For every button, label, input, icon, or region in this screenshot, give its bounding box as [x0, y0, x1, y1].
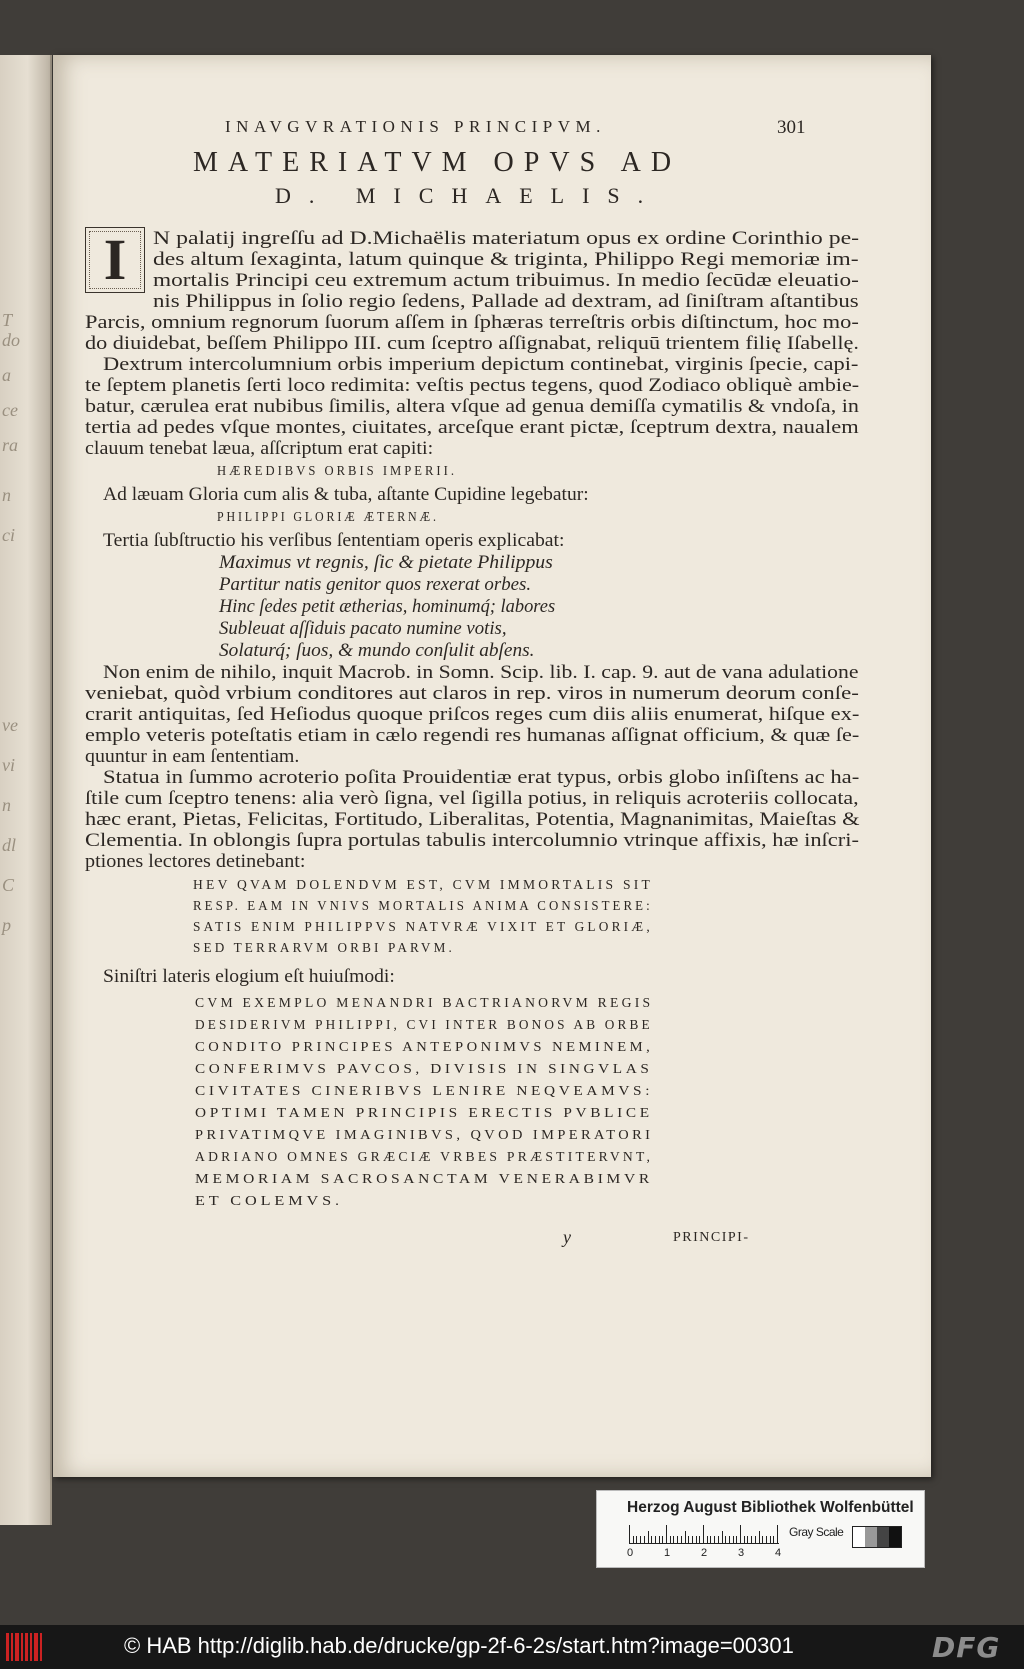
inscription-line: CONDITO PRINCIPES ANTEPONIMVS NEMINEM,	[195, 1039, 654, 1054]
scale-number: 1	[664, 1547, 671, 1559]
text-line: emplo veteris poteſtatis etiam in cælo regendi res humanas aſſignat officium, & quæ ſe-	[85, 725, 860, 746]
scale-number: 0	[627, 1547, 634, 1559]
scale-ruler	[629, 1523, 779, 1544]
text-line: crarit antiquitas, ſed Heſiodus quoque priſcos reges cum diis aliis enumerat, hiſque ex-	[85, 704, 860, 725]
scale-number: 3	[738, 1547, 745, 1559]
page-number: 301	[777, 117, 806, 138]
inscription-line: ET COLEMVS.	[195, 1193, 343, 1208]
gray-scale-patches	[852, 1526, 902, 1548]
text-line: Statua in ſummo acroterio poſita Prouidentiæ erat typus, orbis globo inſiſtens ac ha-	[103, 767, 860, 788]
verse-line: Hinc ſedes petit ætherias, hominumq́; labores	[219, 596, 556, 617]
text-line: tertia ad pedes vſque montes, ciuitates, arceſque erant pictæ, ſceptrum dextra, naualem	[85, 417, 859, 438]
text-line: Clementia. In oblongis ſupra portulas tabulis intercolumnio vtrinque affixis, hæ inſcri-	[85, 830, 860, 851]
text-line: te ſeptem planetis ſerti loco redimita: veſtis pectus tegens, quod Zodiaco obliquè ambie-	[85, 375, 860, 396]
verse-line: Subleuat aſſiduis pacato numine votis,	[219, 618, 507, 639]
decorated-initial-icon	[85, 227, 145, 293]
inscription-line: MEMORIAM SACROSANCTAM VENERABIMVR	[195, 1171, 653, 1186]
text-line: Siniſtri lateris elogium eſt huiuſmodi:	[103, 966, 395, 987]
inscription-line: CIVITATES CINERIBVS LENIRE NEQVEAMVS:	[195, 1083, 654, 1098]
text-line: des altum ſexaginta, latum quinque & triginta, Philippo Regi memoriæ im-	[153, 249, 859, 270]
inscription-line: CONFERIMVS PAVCOS, DIVISIS IN SINGVLAS	[195, 1061, 653, 1076]
section-title: MATERIATVM OPVS AD	[193, 147, 682, 178]
verse-line: Maximus vt regnis, ſic & pietate Philippus	[219, 552, 553, 573]
inscription-line: PHILIPPI GLORIÆ ÆTERNÆ.	[217, 509, 439, 524]
inscription-line: SED TERRARVM ORBI PARVM.	[193, 940, 455, 955]
text-line: N palatij ingreſſu ad D.Michaëlis materiatum opus ex ordine Corinthio pe-	[153, 228, 860, 249]
previous-page-edge: T do a ce ra n ci ve vi n dl C p	[0, 55, 52, 1525]
verse-line: Solaturq́; ſuos, & mundo conſulit abſens.	[219, 640, 535, 661]
text-line: ſtile cum ſceptro tenens: alia verò ſigna, vel ſigilla potius, in reliquis acroteriis collocata,	[85, 788, 859, 809]
inscription-line: HEV QVAM DOLENDVM EST, CVM IMMORTALIS SIT	[193, 877, 654, 892]
text-line: hæc erant, Pietas, Felicitas, Fortitudo, Liberalitas, Potentia, Magnanimitas, Maieſtas &	[85, 809, 860, 830]
text-line: quuntur in eam ſententiam.	[85, 746, 300, 767]
text-line: batur, cærulea erat nubibus ſimilis, altera vſque ad genua demiſſa cymatilis & vndoſa, in	[85, 396, 859, 417]
drop-cap-letter: I	[103, 227, 127, 292]
running-head: INAVGVRATIONIS PRINCIPVM.	[225, 117, 606, 136]
color-reference-card	[596, 1490, 925, 1568]
text-line: Parcis, omnium regnorum ſuorum aſſem in ſphæras terreſtris orbis diſtinctum, hoc mo-	[85, 312, 859, 333]
inscription-line: HÆREDIBVS ORBIS IMPERII.	[217, 463, 458, 478]
catchword: PRINCIPI-	[673, 1230, 750, 1245]
book-page	[53, 55, 931, 1477]
inscription-line: SATIS ENIM PHILIPPVS NATVRÆ VIXIT ET GLORIÆ,	[193, 919, 653, 934]
inscription-line: PRIVATIMQVE IMAGINIBVS, QVOD IMPERATORI	[195, 1127, 654, 1142]
barcode-icon	[6, 1633, 46, 1661]
text-line: do diuidebat, beſſem Philippo III. cum ſceptro aſſignabat, reliquū trientem filię Iſabellę.	[85, 333, 859, 354]
inscription-line: RESP. EAM IN VNIVS MORTALIS ANIMA CONSISTERE:	[193, 898, 653, 913]
inscription-line: DESIDERIVM PHILIPPI, CVI INTER BONOS AB ORBE	[195, 1017, 653, 1032]
text-line: veniebat, quòd vrbium conditores aut claros in rep. viros in numerum deorum conſe-	[85, 683, 859, 704]
inscription-line: ADRIANO OMNES GRÆCIÆ VRBES PRÆSTITERVNT,	[195, 1149, 654, 1164]
gray-scale-label: Gray Scale	[789, 1525, 844, 1539]
signature-mark: y	[563, 1227, 571, 1247]
verse-line: Partitur natis genitor quos rexerat orbes.	[219, 574, 532, 595]
section-subtitle: D. MICHAELIS.	[275, 183, 662, 208]
text-line: Non enim de nihilo, inquit Macrob. in Somn. Scip. lib. I. cap. 9. aut de vana adulatione	[103, 662, 859, 683]
text-line: Tertia ſubſtructio his verſibus ſententiam operis explicabat:	[103, 530, 565, 551]
text-line: Ad læuam Gloria cum alis & tuba, aſtante Cupidine legebatur:	[103, 484, 589, 505]
scale-number: 4	[775, 1547, 782, 1559]
inscription-line: CVM EXEMPLO MENANDRI BACTRIANORVM REGIS	[195, 995, 654, 1010]
scale-number: 2	[701, 1547, 708, 1559]
text-line: ptiones lectores detinebant:	[85, 851, 306, 872]
inscription-line: OPTIMI TAMEN PRINCIPIS ERECTIS PVBLICE	[195, 1105, 653, 1120]
source-link[interactable]: © HAB http://diglib.hab.de/drucke/gp-2f-6-2s/start.htm?image=00301	[124, 1633, 794, 1658]
text-line: nis Philippus in ſolio regio ſedens, Pallade ad dextram, ad ſiniſtram aſtantibus	[153, 291, 859, 312]
text-line: Dextrum intercolumnium orbis imperium depictum continebat, virginis ſpecie, capi-	[103, 354, 859, 375]
dfg-logo: DFG	[932, 1631, 1001, 1664]
text-line: mortalis Principi ceu extremum actum tribuimus. In medio ſecūdæ eleuatio-	[153, 270, 859, 291]
footer-bar	[0, 1625, 1024, 1669]
library-name: Herzog August Bibliothek Wolfenbüttel	[627, 1499, 914, 1516]
text-line: clauum tenebat læua, aſſcriptum erat capiti:	[85, 438, 434, 459]
